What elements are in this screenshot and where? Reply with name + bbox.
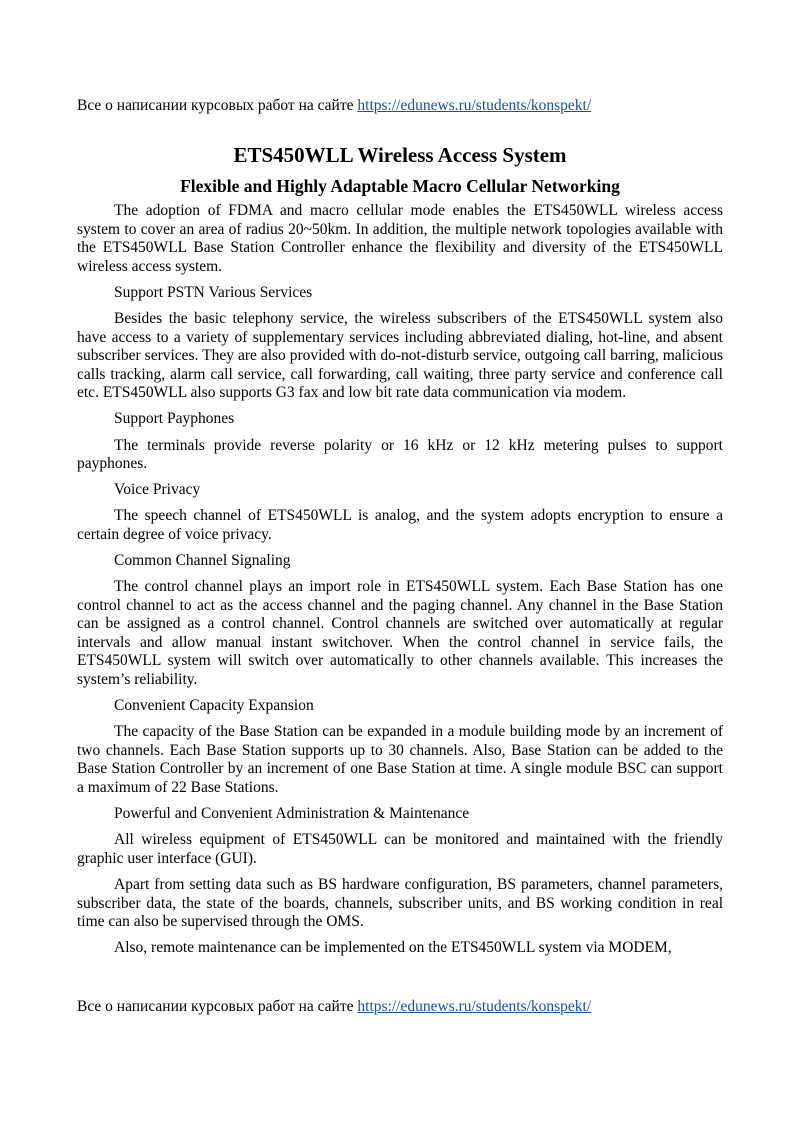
document-subtitle: Flexible and Highly Adaptable Macro Cellular Networking	[180, 176, 620, 196]
section-heading-signaling: Common Channel Signaling	[114, 552, 291, 569]
section-heading-capacity: Convenient Capacity Expansion	[114, 697, 314, 715]
paragraph-gui: All wireless equipment of ETS450WLL can be monitored and maintained with the friendly graphic user interface (GUI).	[77, 831, 723, 867]
paragraph-payphones: The terminals provide reverse polarity or 16 kHz or 12 kHz metering pulses to support payphones.	[77, 436, 723, 473]
paragraph-intro: The adoption of FDMA and macro cellular mode enables the ETS450WLL wireless access system to cover an area of radius 20~50km. In addition, the multiple network topologies available with the ETS450WLL Base Station Controller enhance the flexibility and diversity of the ETS450WLL wireless access system.	[77, 202, 723, 275]
header-link[interactable]: https://edunews.ru/students/konspekt/	[357, 97, 592, 114]
document-body	[77, 141, 723, 958]
header-text: Все о написании курсовых работ на сайте	[77, 97, 358, 114]
paragraph-remote-maintenance: Also, remote maintenance can be implemented on the ETS450WLL system via MODEM,	[114, 939, 672, 957]
section-heading-pstn: Support PSTN Various Services	[114, 283, 313, 301]
footer-text: Все о написании курсовых работ на сайте	[77, 998, 358, 1015]
page-footer	[77, 997, 591, 1017]
footer-link[interactable]: https://edunews.ru/students/konspekt/	[357, 998, 592, 1015]
paragraph-oms: Apart from setting data such as BS hardware configuration, BS parameters, channel parameters, subscriber data, the state of the boards, channels, subscriber units, and BS working condition in real time can also be supervised through the OMS.	[77, 875, 723, 931]
paragraph-voice-privacy: The speech channel of ETS450WLL is analog, and the system adopts encryption to ensure a certain degree of voice privacy.	[77, 507, 723, 543]
section-heading-administration: Powerful and Convenient Administration & Maintenance	[114, 805, 470, 823]
paragraph-signaling: The control channel plays an import role in ETS450WLL system. Each Base Station has one control channel to act as the access channel and the paging channel. Any channel in the Base Station can be assigned as a control channel. Control channels are switched over automatically at regular intervals and allow manual instant switchover. When the control channel in service fails, the ETS450WLL system will switch over automatically to other channels available. This increases the system’s reliability.	[77, 578, 723, 689]
section-heading-voice-privacy: Voice Privacy	[114, 481, 201, 499]
paragraph-pstn: Besides the basic telephony service, the wireless subscribers of the ETS450WLL system also have access to a variety of supplementary services including abbreviated dialing, hot-line, and absent subscriber services. They are also provided with do-not-disturb service, outgoing call barring, malicious calls tracking, alarm call service, call forwarding, call waiting, three party service and conference call etc. ETS450WLL also supports G3 fax and low bit rate data communication via modem.	[77, 309, 723, 402]
document-title: ETS450WLL Wireless Access System	[233, 143, 567, 167]
section-heading-payphones: Support Payphones	[114, 410, 235, 428]
paragraph-capacity: The capacity of the Base Station can be expanded in a module building mode by an increment of two channels. Each Base Station supports up to 30 channels. Also, Base Station can be added to the Base Station Controller by an increment of one Base Station at time. A single module BSC can support a maximum of 22 Base Stations.	[77, 723, 723, 797]
page-header	[77, 96, 591, 116]
